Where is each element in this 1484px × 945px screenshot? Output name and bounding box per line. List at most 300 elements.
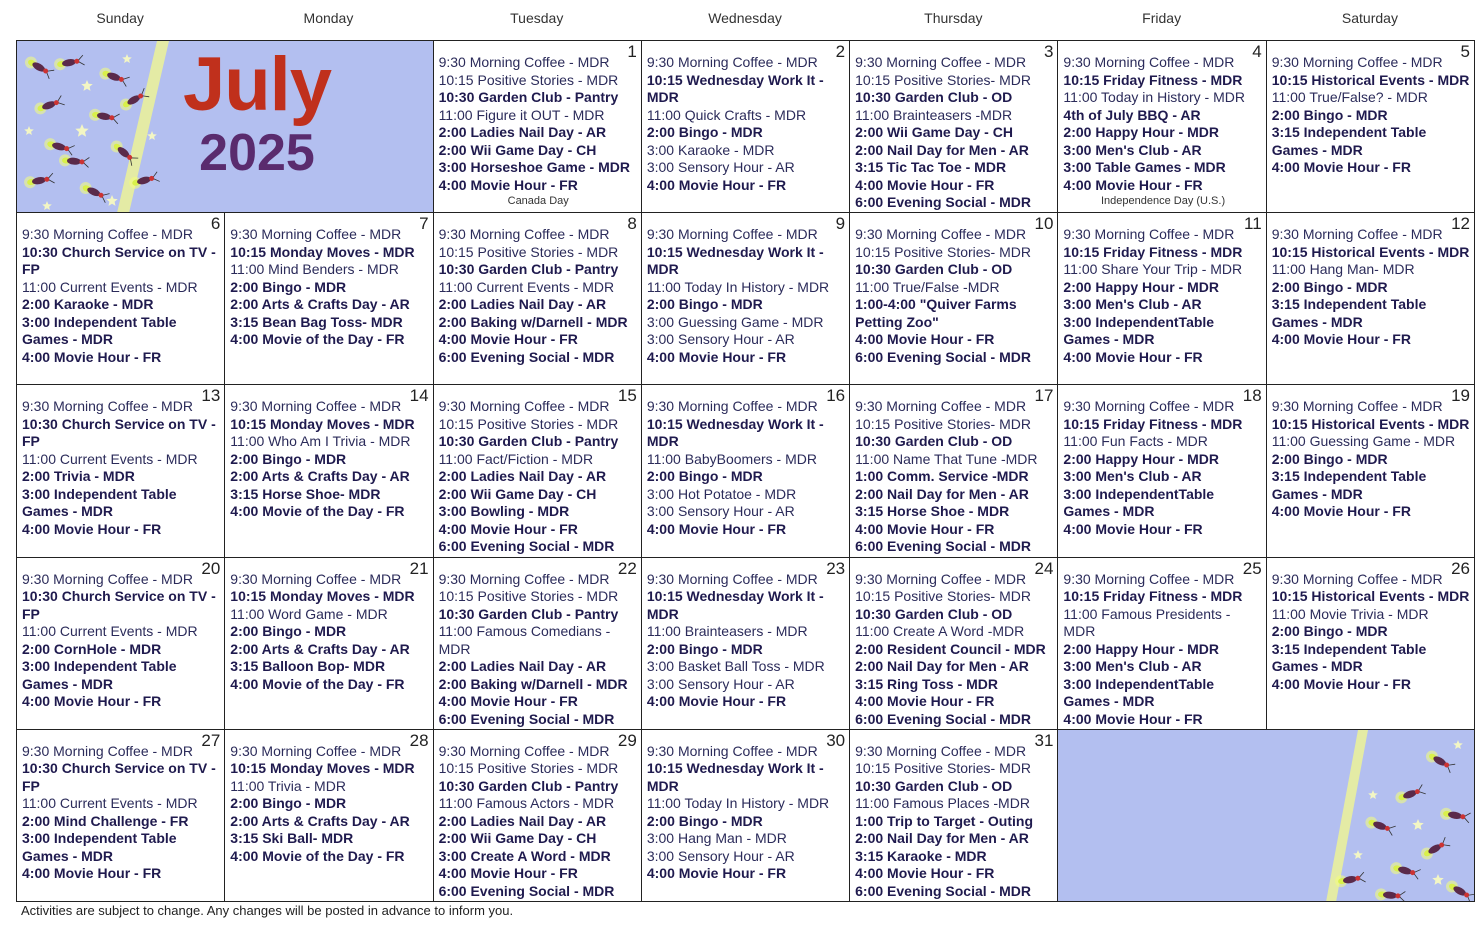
- day-number: 27: [201, 730, 221, 750]
- event-item: 4:00 Movie Hour - FR: [1063, 348, 1203, 365]
- weekday-header: [16, 10, 1474, 34]
- event-item: 9:30 Morning Coffee - MDR: [855, 226, 1027, 243]
- event-item: 1:00-4:00 "Quiver Farms Petting Zoo": [855, 296, 1017, 330]
- event-item: 3:15 Balloon Bop- MDR: [230, 658, 386, 675]
- firefly-icon: [23, 54, 55, 79]
- event-item: 2:00 Baking w/Darnell - MDR: [438, 675, 628, 692]
- event-item: 11:00 True/False? - MDR: [1271, 89, 1428, 105]
- event-item: 3:15 Bean Bag Toss- MDR: [230, 313, 403, 330]
- event-item: 10:30 Garden Club - Pantry: [438, 605, 619, 622]
- event-item: 11:00 Mind Benders - MDR: [230, 261, 399, 278]
- day-number: 1: [627, 42, 637, 61]
- event-item: 2:00 Arts & Crafts Day - AR: [230, 296, 410, 313]
- event-item: 4:00 Movie Hour - FR: [646, 520, 787, 537]
- event-item: 3:15 Ring Toss - MDR: [855, 675, 999, 692]
- event-item: 10:15 Positive Stories- MDR: [855, 243, 1031, 260]
- event-item: 9:30 Morning Coffee - MDR: [230, 398, 402, 415]
- event-item: 11:00 Figure it OUT - MDR: [438, 106, 605, 123]
- event-item: 10:15 Positive Stories - MDR: [438, 71, 619, 88]
- event-item: 4:00 Movie Hour - FR: [646, 693, 787, 710]
- event-item: 3:15 Independent Table Games - MDR: [1271, 124, 1427, 158]
- month-name: July: [182, 42, 332, 127]
- event-item: 4:00 Movie Hour - FR: [1271, 675, 1411, 692]
- event-item: 4:00 Movie Hour - FR: [22, 693, 162, 710]
- event-item: 2:00 Nail Day for Men - AR: [855, 658, 1029, 675]
- event-item: 1:00 Comm. Service -MDR: [855, 468, 1029, 485]
- event-item: 9:30 Morning Coffee - MDR: [646, 54, 818, 70]
- day-number: 12: [1451, 214, 1470, 234]
- day-cell: [225, 213, 433, 385]
- day-number: 22: [617, 558, 637, 578]
- star-icon: [24, 126, 34, 135]
- day-cell: [642, 385, 850, 557]
- event-item: 10:15 Historical Events - MDR: [1271, 71, 1470, 88]
- event-item: 3:15 Independent Table Games - MDR: [1271, 468, 1427, 502]
- holiday-note: Independence Day (U.S.): [1100, 195, 1226, 207]
- event-item: 2:00 Ladies Nail Day - AR: [438, 468, 607, 485]
- day-number: 23: [826, 558, 846, 578]
- event-item: 9:30 Morning Coffee - MDR: [1271, 54, 1443, 70]
- event-item: 10:30 Church Service on TV - FP: [22, 760, 216, 794]
- event-item: 9:30 Morning Coffee - MDR: [1063, 398, 1235, 415]
- event-item: 2:00 Nail Day for Men - AR: [855, 141, 1029, 158]
- event-item: 9:30 Morning Coffee - MDR: [646, 742, 818, 759]
- event-item: 2:00 Mind Challenge - FR: [22, 812, 189, 829]
- event-item: 11:00 Create A Word -MDR: [855, 623, 1025, 640]
- day-cell: [642, 41, 850, 213]
- event-item: 9:30 Morning Coffee - MDR: [1271, 226, 1443, 243]
- event-item: 3:00 Bowling - MDR: [438, 503, 570, 520]
- firefly-icon: [78, 180, 110, 204]
- event-item: 4:00 Movie Hour - FR: [22, 865, 162, 882]
- star-icon: [147, 131, 157, 140]
- event-item: 4:00 Movie Hour - FR: [1063, 520, 1203, 537]
- day-cell: [225, 558, 433, 730]
- firefly-icon: [53, 54, 85, 71]
- day-number: 29: [617, 730, 637, 750]
- day-cell: [17, 385, 225, 557]
- star-icon: [122, 54, 132, 63]
- event-item: 11:00 Trivia - MDR: [230, 777, 346, 794]
- event-item: 11:00 Hang Man- MDR: [1271, 261, 1415, 278]
- event-item: 2:00 Bingo - MDR: [230, 795, 347, 812]
- event-item: 3:00 Independent Table Games - MDR: [22, 830, 177, 864]
- event-item: 10:15 Positive Stories - MDR: [438, 760, 619, 777]
- event-item: 11:00 Fact/Fiction - MDR: [438, 450, 594, 467]
- disclaimer-text: Activities are subject to change. Any changes will be posted in advance to inform you.: [21, 903, 514, 918]
- day-number: 7: [419, 214, 429, 234]
- event-item: 9:30 Morning Coffee - MDR: [230, 570, 402, 587]
- event-item: 3:15 Horse Shoe- MDR: [230, 485, 381, 502]
- firefly-icon: [1389, 861, 1421, 880]
- event-item: 10:30 Garden Club - Pantry: [438, 433, 619, 450]
- day-cell: [434, 41, 642, 213]
- event-item: 2:00 Ladies Nail Day - AR: [438, 296, 607, 313]
- event-item: 4:00 Movie Hour - FR: [1063, 176, 1203, 193]
- event-item: 3:00 Sensory Hour - AR: [646, 159, 795, 175]
- event-item: 3:00 Independent Table Games - MDR: [22, 658, 177, 692]
- event-item: 4:00 Movie Hour - FR: [438, 865, 578, 882]
- event-item: 11:00 Brainteasers - MDR: [646, 623, 808, 640]
- event-item: 3:15 Tic Tac Toe - MDR: [855, 159, 1007, 175]
- event-item: 9:30 Morning Coffee - MDR: [438, 570, 610, 587]
- event-item: 2:00 Bingo - MDR: [646, 296, 763, 313]
- holiday-note: Canada Day: [507, 195, 569, 207]
- event-item: 9:30 Morning Coffee - MDR: [1063, 54, 1235, 70]
- firefly-icon: [98, 66, 130, 88]
- event-item: 2:00 Happy Hour - MDR: [1063, 124, 1219, 140]
- event-item: 9:30 Morning Coffee - MDR: [855, 742, 1027, 759]
- day-number: 18: [1242, 386, 1262, 406]
- event-item: 9:30 Morning Coffee - MDR: [646, 570, 818, 587]
- day-number: 5: [1460, 42, 1470, 61]
- event-item: 11:00 Movie Trivia - MDR: [1271, 605, 1429, 622]
- day-cell: [1058, 41, 1266, 213]
- event-item: 9:30 Morning Coffee - MDR: [22, 570, 193, 587]
- day-cell: [1267, 558, 1475, 730]
- day-cell: [1058, 213, 1266, 385]
- event-item: 9:30 Morning Coffee - MDR: [438, 226, 610, 243]
- event-item: 9:30 Morning Coffee - MDR: [855, 570, 1027, 587]
- event-item: 10:15 Friday Fitness - MDR: [1063, 588, 1243, 605]
- day-cell: [850, 730, 1058, 902]
- event-item: 2:00 Bingo - MDR: [646, 124, 763, 140]
- event-item: 3:00 IndependentTable Games - MDR: [1063, 675, 1215, 710]
- event-item: 9:30 Morning Coffee - MDR: [646, 226, 818, 243]
- star-icon: [1454, 740, 1464, 749]
- event-item: 11:00 Fun Facts - MDR: [1063, 433, 1208, 450]
- event-item: 2:00 Nail Day for Men - AR: [855, 485, 1029, 502]
- event-item: 2:00 Bingo - MDR: [230, 623, 347, 640]
- event-item: 4:00 Movie Hour - FR: [1271, 331, 1411, 348]
- event-item: 3:00 Table Games - MDR: [1063, 159, 1226, 175]
- day-number: 8: [627, 214, 637, 234]
- event-item: 6:00 Evening Social - MDR: [438, 882, 615, 899]
- day-cell: [642, 558, 850, 730]
- event-item: 11:00 Current Events - MDR: [22, 450, 198, 467]
- event-item: 10:15 Positive Stories- MDR: [855, 588, 1031, 605]
- event-item: 4:00 Movie of the Day - FR: [230, 675, 405, 692]
- day-number: 26: [1451, 558, 1470, 578]
- star-icon: [1369, 790, 1379, 799]
- event-item: 4:00 Movie Hour - FR: [438, 693, 578, 710]
- event-item: 9:30 Morning Coffee - MDR: [1063, 226, 1235, 243]
- day-cell: [1267, 41, 1475, 213]
- day-number: 28: [409, 730, 429, 750]
- event-item: 2:00 Wii Game Day - CH: [855, 124, 1013, 140]
- event-item: 2:00 Karaoke - MDR: [22, 296, 154, 313]
- day-cell: [1267, 213, 1475, 385]
- event-item: 10:30 Church Service on TV - FP: [22, 415, 216, 450]
- event-item: 2:00 Arts & Crafts Day - AR: [230, 812, 410, 829]
- event-item: 10:15 Positive Stories - MDR: [438, 243, 619, 260]
- event-item: 3:00 Independent Table Games - MDR: [22, 313, 177, 348]
- event-item: 2:00 Ladies Nail Day - AR: [438, 124, 607, 140]
- event-item: 10:15 Wednesday Work It - MDR: [646, 415, 824, 450]
- event-item: 4:00 Movie Hour - FR: [22, 520, 162, 537]
- event-item: 11:00 Brainteasers -MDR: [855, 106, 1013, 123]
- event-item: 4th of July BBQ - AR: [1063, 106, 1201, 123]
- event-item: 11:00 Word Game - MDR: [230, 605, 388, 622]
- event-item: 2:00 Bingo - MDR: [1271, 278, 1388, 295]
- event-item: 2:00 Resident Council - MDR: [855, 640, 1046, 657]
- event-item: 11:00 Current Events - MDR: [22, 795, 198, 812]
- event-item: 9:30 Morning Coffee - MDR: [438, 398, 610, 415]
- event-item: 3:00 Sensory Hour - AR: [646, 847, 795, 864]
- event-item: 2:00 Ladies Nail Day - AR: [438, 658, 607, 675]
- event-item: 2:00 Trivia - MDR: [22, 468, 135, 485]
- event-item: 10:30 Garden Club - Pantry: [438, 89, 619, 105]
- day-cell: [17, 213, 225, 385]
- day-cell: [434, 213, 642, 385]
- day-number: 2: [835, 42, 846, 61]
- event-item: 11:00 Today in History - MDR: [1063, 89, 1245, 105]
- star-icon: [1433, 874, 1444, 885]
- event-item: 6:00 Evening Social - MDR: [855, 194, 1031, 210]
- month-title: [157, 42, 357, 182]
- day-cell: [225, 730, 433, 902]
- event-item: 3:00 IndependentTable Games - MDR: [1063, 313, 1215, 348]
- event-item: 11:00 Quick Crafts - MDR: [646, 106, 807, 123]
- event-item: 4:00 Movie Hour - FR: [1271, 159, 1411, 175]
- event-item: 2:00 Bingo - MDR: [646, 812, 763, 829]
- event-item: 9:30 Morning Coffee - MDR: [855, 398, 1027, 415]
- event-item: 2:00 Nail Day for Men - AR: [855, 830, 1029, 847]
- event-item: 1:00 Trip to Target - Outing: [855, 812, 1033, 829]
- event-item: 10:15 Wednesday Work It - MDR: [646, 243, 824, 278]
- year-label: 2025: [199, 124, 315, 182]
- event-item: 10:15 Historical Events - MDR: [1271, 415, 1470, 432]
- event-item: 11:00 Name That Tune -MDR: [855, 450, 1038, 467]
- event-item: 9:30 Morning Coffee - MDR: [22, 742, 193, 759]
- event-item: 4:00 Movie Hour - FR: [855, 331, 995, 348]
- event-item: 10:15 Monday Moves - MDR: [230, 415, 415, 432]
- day-cell: [850, 385, 1058, 557]
- day-cell: [1058, 385, 1266, 557]
- event-item: 3:00 Sensory Hour - AR: [646, 331, 795, 348]
- event-item: 9:30 Morning Coffee - MDR: [22, 398, 193, 415]
- event-item: 4:00 Movie Hour - FR: [646, 865, 787, 882]
- event-item: 4:00 Movie Hour - FR: [438, 176, 578, 193]
- event-item: 10:15 Positive Stories - MDR: [438, 588, 619, 605]
- day-cell: [17, 730, 225, 902]
- event-item: 4:00 Movie of the Day - FR: [230, 503, 405, 520]
- firefly-art-right: [1058, 730, 1475, 902]
- event-item: 9:30 Morning Coffee - MDR: [22, 226, 193, 243]
- day-cell: [225, 385, 433, 557]
- event-item: 10:15 Monday Moves - MDR: [230, 588, 415, 605]
- event-item: 3:00 Hang Man - MDR: [646, 830, 787, 847]
- event-item: 2:00 Wii Game Day - CH: [438, 141, 597, 158]
- firefly-icon: [43, 137, 75, 156]
- event-item: 3:15 Independent Table Games - MDR: [1271, 296, 1427, 330]
- event-item: 3:00 Men's Club - AR: [1063, 296, 1202, 313]
- event-item: 6:00 Evening Social - MDR: [855, 348, 1031, 365]
- event-item: 3:00 Independent Table Games - MDR: [22, 485, 177, 520]
- event-item: 2:00 Happy Hour - MDR: [1063, 450, 1219, 467]
- firefly-icon: [88, 108, 120, 125]
- event-item: 6:00 Evening Social - MDR: [438, 710, 615, 727]
- event-item: 4:00 Movie of the Day - FR: [230, 847, 405, 864]
- event-item: 10:15 Friday Fitness - MDR: [1063, 415, 1243, 432]
- event-item: 3:00 Men's Club - AR: [1063, 468, 1202, 485]
- event-item: 4:00 Movie Hour - FR: [1063, 710, 1203, 727]
- event-item: 10:30 Garden Club - OD: [855, 777, 1013, 794]
- firefly-icon: [59, 154, 90, 169]
- star-icon: [1413, 819, 1424, 830]
- day-number: 21: [409, 558, 429, 578]
- day-cell: [642, 213, 850, 385]
- event-item: 10:30 Garden Club - Pantry: [438, 261, 619, 278]
- event-item: 3:15 Horse Shoe - MDR: [855, 503, 1010, 520]
- star-icon: [75, 124, 88, 137]
- event-item: 9:30 Morning Coffee - MDR: [855, 54, 1027, 70]
- title-banner: [17, 41, 434, 213]
- event-item: 3:00 Hot Potatoe - MDR: [646, 485, 797, 502]
- weekday-saturday: Saturday: [1341, 10, 1398, 26]
- event-item: 2:00 Wii Game Day - CH: [438, 485, 597, 502]
- day-cell: [434, 385, 642, 557]
- event-item: 10:15 Wednesday Work It - MDR: [646, 760, 824, 794]
- event-item: 2:00 Baking w/Darnell - MDR: [438, 313, 628, 330]
- day-cell: [434, 730, 642, 902]
- day-cell: [434, 558, 642, 730]
- weekday-tuesday: Tuesday: [510, 10, 564, 26]
- day-number: 6: [210, 214, 221, 234]
- day-number: 15: [617, 386, 637, 406]
- event-item: 9:30 Morning Coffee - MDR: [646, 398, 818, 415]
- event-item: 2:00 Arts & Crafts Day - AR: [230, 640, 410, 657]
- weekday-friday: Friday: [1142, 10, 1182, 26]
- day-number: 11: [1244, 214, 1262, 234]
- event-item: 10:30 Church Service on TV - FP: [22, 588, 216, 622]
- firefly-icon: [1394, 783, 1426, 805]
- event-item: 10:15 Wednesday Work It - MDR: [646, 71, 824, 105]
- event-item: 4:00 Movie Hour - FR: [646, 176, 787, 193]
- day-number: 31: [1034, 730, 1054, 750]
- day-cell: [850, 213, 1058, 385]
- day-number: 14: [409, 386, 429, 406]
- event-item: 10:30 Garden Club - OD: [855, 261, 1013, 278]
- event-item: 2:00 Bingo - MDR: [230, 278, 347, 295]
- event-item: 3:00 Create A Word - MDR: [438, 847, 611, 864]
- event-item: 11:00 Famous Comedians - MDR: [438, 623, 611, 657]
- event-item: 4:00 Movie of the Day - FR: [230, 331, 405, 348]
- weekday-thursday: Thursday: [924, 10, 983, 26]
- event-item: 10:30 Church Service on TV - FP: [22, 243, 216, 278]
- firefly-icon: [1440, 807, 1472, 824]
- day-number: 17: [1034, 386, 1054, 406]
- event-item: 3:00 Men's Club - AR: [1063, 141, 1202, 158]
- calendar-grid: [16, 40, 1475, 902]
- event-item: 11:00 True/False -MDR: [855, 278, 1000, 295]
- firefly-art-svg: [1058, 730, 1474, 902]
- event-item: 6:00 Evening Social - MDR: [855, 882, 1031, 899]
- event-item: 2:00 Wii Game Day - CH: [438, 830, 597, 847]
- event-item: 11:00 Current Events - MDR: [22, 278, 198, 295]
- event-item: 10:30 Garden Club - OD: [855, 605, 1013, 622]
- event-item: 10:15 Wednesday Work It - MDR: [646, 588, 824, 622]
- event-item: 11:00 Current Events - MDR: [22, 623, 198, 640]
- event-item: 10:15 Monday Moves - MDR: [230, 760, 415, 777]
- star-icon: [1354, 850, 1364, 859]
- event-item: 3:00 Karaoke - MDR: [646, 141, 775, 158]
- event-item: 10:15 Historical Events - MDR: [1271, 588, 1470, 605]
- event-item: 4:00 Movie Hour - FR: [855, 520, 995, 537]
- day-number: 30: [826, 730, 846, 750]
- event-item: 3:15 Karaoke - MDR: [855, 847, 987, 864]
- firefly-icon: [1364, 815, 1396, 837]
- firefly-icon: [33, 95, 65, 117]
- day-cell: [1267, 385, 1475, 557]
- event-item: 3:00 Men's Club - AR: [1063, 658, 1202, 675]
- event-item: 2:00 CornHole - MDR: [22, 640, 162, 657]
- event-item: 11:00 Today In History - MDR: [646, 795, 830, 812]
- firefly-icon: [1419, 836, 1451, 861]
- star-icon: [42, 201, 52, 210]
- event-item: 3:00 IndependentTable Games - MDR: [1063, 485, 1215, 520]
- event-item: 9:30 Morning Coffee - MDR: [1271, 570, 1443, 587]
- event-item: 11:00 Share Your Trip - MDR: [1063, 261, 1243, 278]
- event-item: 4:00 Movie Hour - FR: [438, 520, 578, 537]
- event-item: 2:00 Happy Hour - MDR: [1063, 640, 1219, 657]
- event-item: 10:15 Monday Moves - MDR: [230, 243, 415, 260]
- day-number: 20: [201, 558, 221, 578]
- event-item: 10:15 Positive Stories- MDR: [855, 760, 1031, 777]
- event-item: 3:00 Sensory Hour - AR: [646, 675, 795, 692]
- event-item: 3:00 Horseshoe Game - MDR: [438, 159, 630, 175]
- event-item: 2:00 Ladies Nail Day - AR: [438, 812, 607, 829]
- event-item: 10:15 Friday Fitness - MDR: [1063, 71, 1243, 88]
- event-item: 10:15 Historical Events - MDR: [1271, 243, 1470, 260]
- event-item: 10:30 Garden Club - Pantry: [438, 777, 619, 794]
- event-item: 2:00 Bingo - MDR: [1271, 623, 1388, 640]
- star-icon: [81, 80, 92, 91]
- event-item: 11:00 Guessing Game - MDR: [1271, 433, 1456, 450]
- event-item: 11:00 Famous Presidents - MDR: [1063, 605, 1231, 640]
- day-number: 3: [1043, 42, 1054, 61]
- firefly-icon: [23, 172, 55, 189]
- event-item: 11:00 BabyBoomers - MDR: [646, 450, 817, 467]
- event-item: 3:00 Sensory Hour - AR: [646, 503, 795, 520]
- event-item: 2:00 Arts & Crafts Day - AR: [230, 468, 410, 485]
- day-cell: [1058, 558, 1266, 730]
- weekday-monday: Monday: [303, 10, 354, 26]
- event-item: 10:15 Positive Stories- MDR: [855, 71, 1031, 88]
- day-number: 25: [1242, 558, 1262, 578]
- weekday-sunday: Sunday: [96, 10, 144, 26]
- event-item: 2:00 Bingo - MDR: [646, 468, 763, 485]
- event-item: 11:00 Famous Actors - MDR: [438, 795, 615, 812]
- firefly-icon: [1424, 748, 1456, 773]
- firefly-icon: [1444, 878, 1474, 902]
- event-item: 9:30 Morning Coffee - MDR: [438, 54, 610, 70]
- day-number: 10: [1034, 214, 1054, 234]
- event-item: 6:00 Evening Social - MDR: [438, 348, 615, 365]
- event-item: 3:00 Basket Ball Toss - MDR: [646, 658, 825, 675]
- event-item: 3:00 Guessing Game - MDR: [646, 313, 824, 330]
- event-item: 9:30 Morning Coffee - MDR: [230, 226, 402, 243]
- event-item: 11:00 Who Am I Trivia - MDR: [230, 433, 411, 450]
- star-icon: [106, 195, 117, 206]
- event-item: 11:00 Famous Places -MDR: [855, 795, 1030, 812]
- event-item: 4:00 Movie Hour - FR: [855, 693, 995, 710]
- event-item: 10:30 Garden Club - OD: [855, 433, 1013, 450]
- event-item: 11:00 Today In History - MDR: [646, 278, 830, 295]
- event-item: 4:00 Movie Hour - FR: [22, 348, 162, 365]
- day-number: 16: [826, 386, 846, 406]
- event-item: 10:15 Positive Stories - MDR: [438, 415, 619, 432]
